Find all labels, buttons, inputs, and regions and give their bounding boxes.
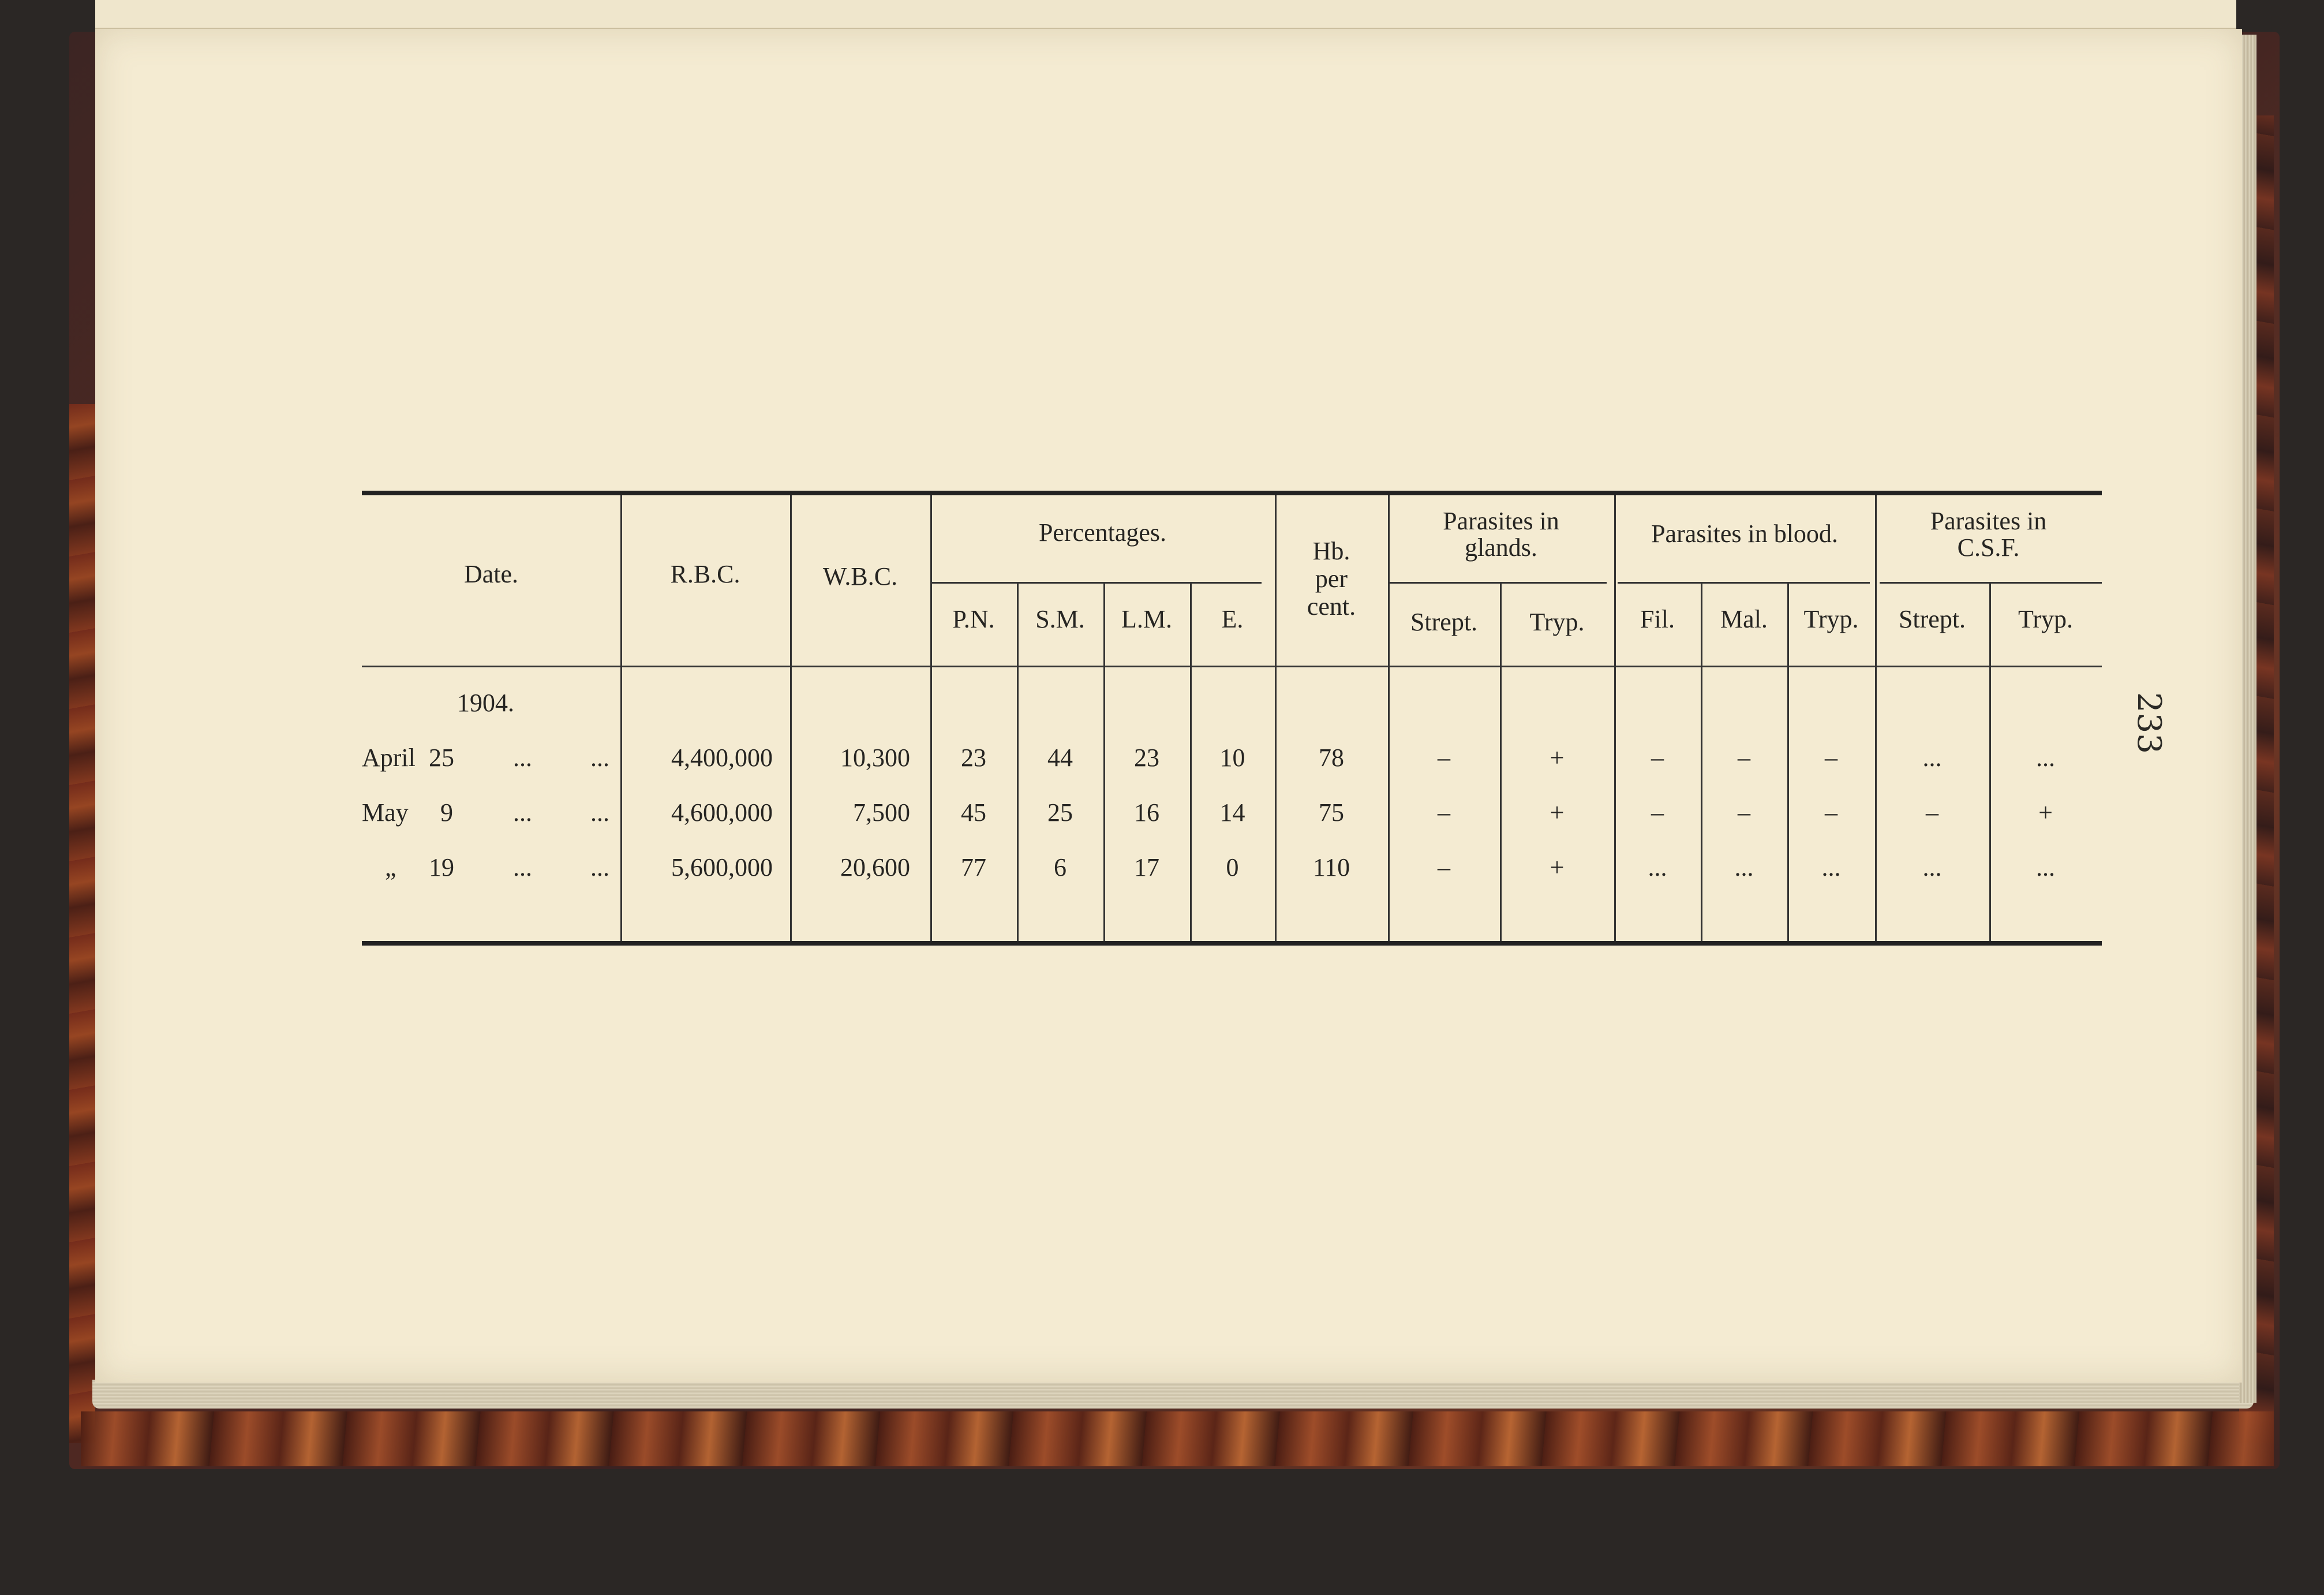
row3-csf-tryp: ... — [2036, 853, 2055, 881]
row2-lm: 16 — [1134, 798, 1159, 827]
row3-day: 19 — [429, 853, 454, 881]
row1-e: 10 — [1219, 744, 1245, 772]
header-csf-line1: Parasites in — [1930, 507, 2047, 535]
header-glands-line2: glands. — [1465, 533, 1537, 562]
row1-rbc: 4,400,000 — [671, 744, 773, 772]
row3-glands-strept: – — [1438, 853, 1450, 881]
row2-day: 9 — [440, 798, 453, 827]
row2-rbc: 4,600,000 — [671, 798, 773, 827]
row2-hb: 75 — [1319, 798, 1344, 827]
header-blood-fil: Fil. — [1640, 605, 1675, 633]
row2-blood-fil: – — [1651, 798, 1664, 827]
row3-rbc: 5,600,000 — [671, 853, 773, 881]
row3-month: „ — [385, 853, 396, 881]
row2-dots2: ... — [590, 798, 609, 827]
header-lm: L.M. — [1121, 605, 1172, 633]
row3-sm: 6 — [1054, 853, 1066, 881]
row1-wbc: 10,300 — [840, 744, 910, 772]
cover-marble-edge-left — [69, 404, 95, 1443]
row3-e: 0 — [1226, 853, 1239, 881]
previous-page-edge — [95, 0, 2236, 29]
row1-dots2: ... — [590, 744, 609, 772]
row1-blood-mal: – — [1738, 744, 1750, 772]
row1-pn: 23 — [961, 744, 986, 772]
header-pn: P.N. — [952, 605, 995, 633]
header-sm: S.M. — [1035, 605, 1085, 633]
cover-marble-edge-bottom — [81, 1411, 2274, 1466]
row3-lm: 17 — [1134, 853, 1159, 881]
table-bottom-rule — [362, 941, 2102, 946]
row1-day: 25 — [429, 744, 454, 772]
row2-csf-tryp: + — [2038, 798, 2053, 827]
page-stack-edge — [92, 1380, 2254, 1409]
blood-examination-table — [362, 491, 2102, 947]
percentages-underline — [932, 582, 1262, 584]
blood-underline — [1618, 582, 1870, 584]
header-glands-strept: Strept. — [1410, 608, 1478, 636]
row2-e: 14 — [1219, 798, 1245, 827]
row2-glands-strept: – — [1438, 798, 1450, 827]
row2-pn: 45 — [961, 798, 986, 827]
header-blood: Parasites in blood. — [1651, 520, 1838, 548]
header-glands-tryp: Tryp. — [1529, 608, 1585, 636]
header-rbc: R.B.C. — [670, 560, 740, 588]
header-blood-tryp: Tryp. — [1803, 605, 1859, 633]
row1-dots1: ... — [513, 744, 532, 772]
row2-csf-strept: – — [1926, 798, 1938, 827]
header-csf-line2: C.S.F. — [1957, 533, 2020, 562]
row1-hb: 78 — [1319, 744, 1344, 772]
header-csf-strept: Strept. — [1898, 605, 1966, 633]
row1-glands-tryp: + — [1550, 744, 1565, 772]
row3-wbc: 20,600 — [840, 853, 910, 881]
row1-lm: 23 — [1134, 744, 1159, 772]
glands-underline — [1389, 582, 1607, 584]
header-hb-line2: per — [1315, 565, 1348, 593]
row2-dots1: ... — [513, 798, 532, 827]
year-label: 1904. — [457, 689, 514, 717]
row2-blood-mal: – — [1738, 798, 1750, 827]
page-number: 233 — [2130, 692, 2168, 754]
header-blood-mal: Mal. — [1720, 605, 1768, 633]
row3-blood-tryp: ... — [1821, 853, 1841, 881]
row1-csf-strept: ... — [1922, 744, 1942, 772]
header-date: Date. — [463, 560, 519, 588]
row3-dots1: ... — [513, 853, 532, 881]
row1-blood-fil: – — [1651, 744, 1664, 772]
row1-sm: 44 — [1047, 744, 1073, 772]
row2-glands-tryp: + — [1550, 798, 1565, 827]
header-hb-line1: Hb. — [1312, 537, 1350, 565]
header-e: E. — [1221, 605, 1244, 633]
row2-month: May — [362, 798, 409, 827]
row3-glands-tryp: + — [1550, 853, 1565, 881]
header-wbc: W.B.C. — [822, 562, 898, 591]
row2-blood-tryp: – — [1825, 798, 1838, 827]
row2-wbc: 7,500 — [853, 798, 910, 827]
header-bottom-rule — [362, 666, 2102, 667]
table-top-rule — [362, 491, 2102, 495]
header-glands-line1: Parasites in — [1443, 507, 1559, 535]
row1-csf-tryp: ... — [2036, 744, 2055, 772]
row3-dots2: ... — [590, 853, 609, 881]
row3-pn: 77 — [961, 853, 986, 881]
row1-glands-strept: – — [1438, 744, 1450, 772]
row1-month: April — [362, 744, 416, 772]
row3-blood-mal: ... — [1734, 853, 1754, 881]
row1-blood-tryp: – — [1825, 744, 1838, 772]
row3-csf-strept: ... — [1922, 853, 1942, 881]
book-page — [95, 29, 2242, 1383]
row3-blood-fil: ... — [1648, 853, 1667, 881]
row3-hb: 110 — [1312, 853, 1350, 881]
header-hb-line3: cent. — [1307, 592, 1356, 621]
header-csf-tryp: Tryp. — [2018, 605, 2073, 633]
row2-sm: 25 — [1047, 798, 1073, 827]
header-percentages: Percentages. — [1038, 518, 1167, 547]
